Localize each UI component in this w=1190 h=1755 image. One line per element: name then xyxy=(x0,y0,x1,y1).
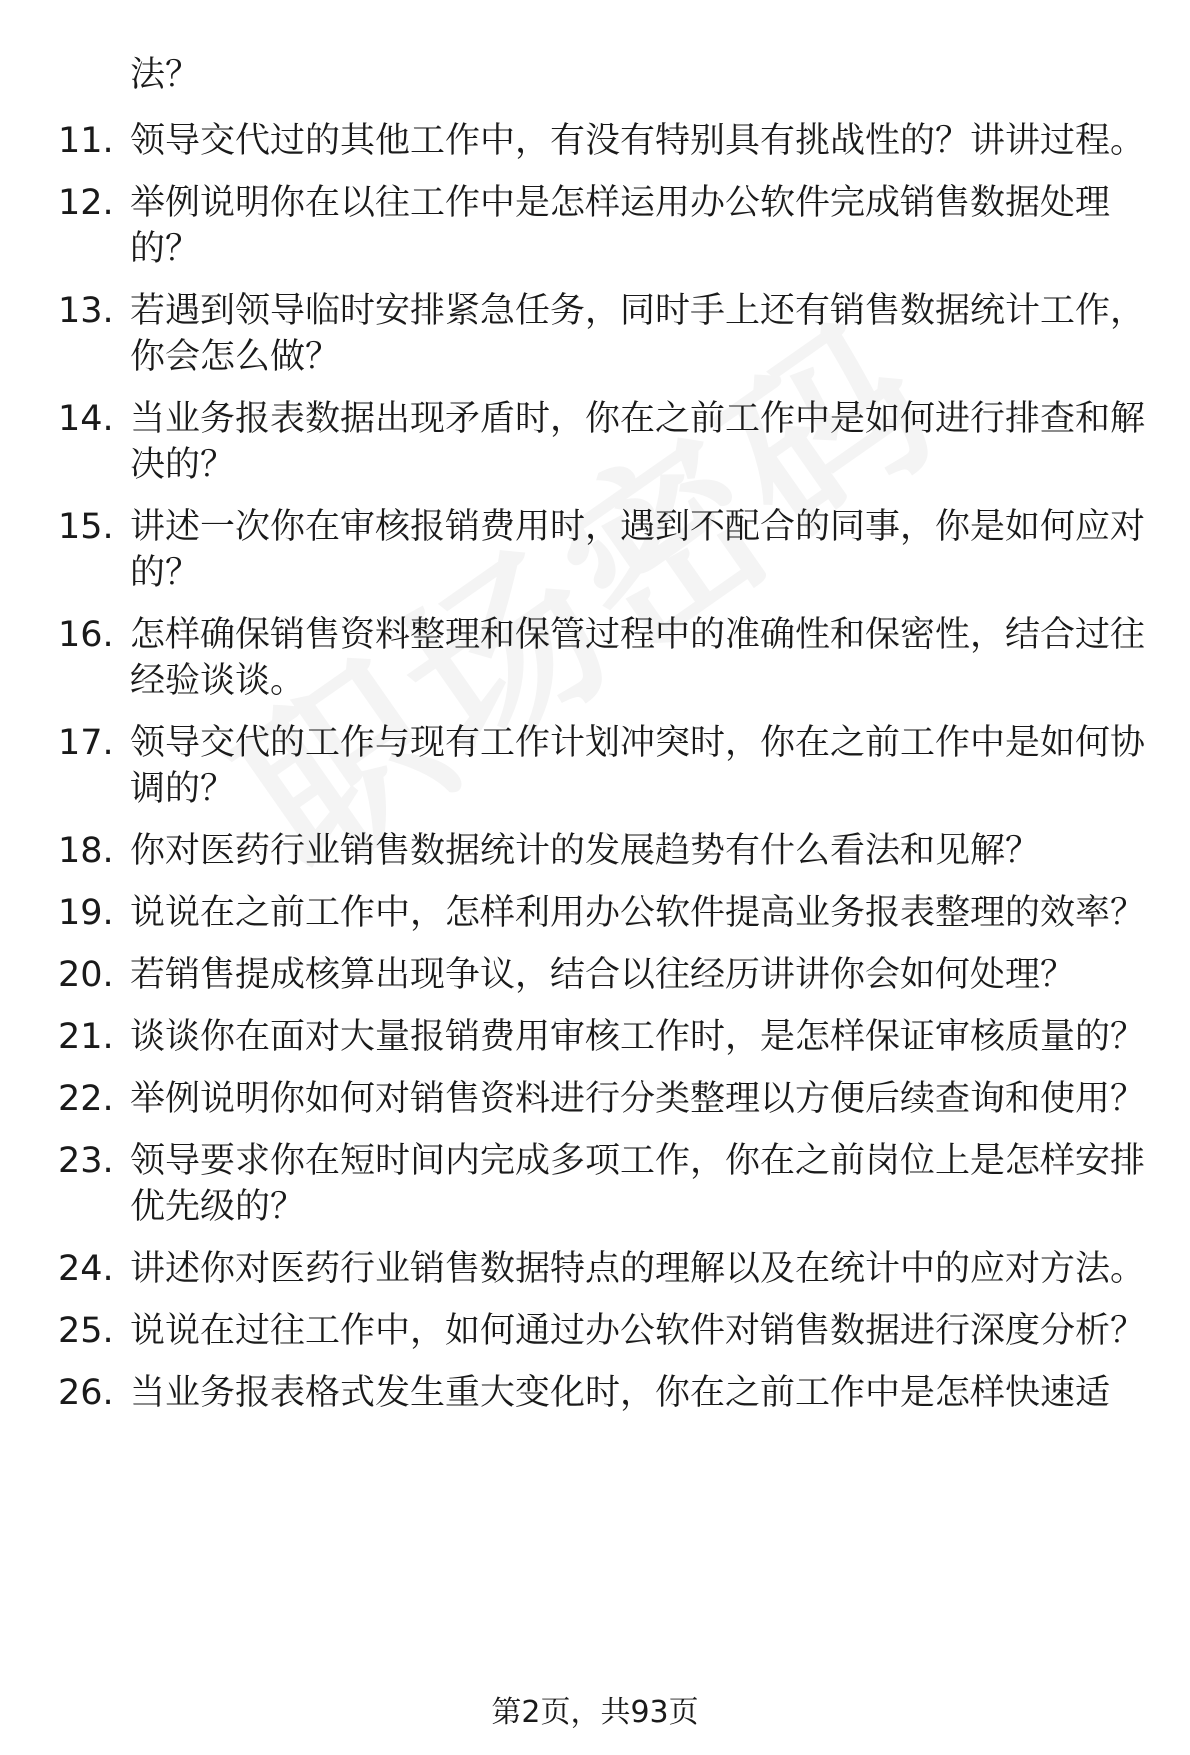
question-number: 19. xyxy=(58,893,114,933)
question-text: 你对医药行业销售数据统计的发展趋势有什么看法和见解？ xyxy=(130,831,1041,871)
question-text: 当业务报表格式发生重大变化时，你在之前工作中是怎样快速适 xyxy=(130,1373,1111,1413)
question-item xyxy=(58,1246,1148,1292)
question-number: 26. xyxy=(58,1373,114,1413)
question-item xyxy=(58,504,1148,596)
question-number: 13. xyxy=(58,291,114,331)
page-footer: 第2页，共93页 xyxy=(491,1695,699,1730)
question-text: 讲述你对医药行业销售数据特点的理解以及在统计中的应对方法。 xyxy=(130,1249,1146,1289)
question-item xyxy=(58,180,1148,272)
question-number: 25. xyxy=(58,1311,114,1351)
question-text: 举例说明你如何对销售资料进行分类整理以方便后续查询和使用？ xyxy=(130,1079,1146,1119)
question-text: 当业务报表数据出现矛盾时，你在之前工作中是如何进行排查和解决的？ xyxy=(130,399,1146,485)
question-text: 说说在过往工作中，如何通过办公软件对销售数据进行深度分析？ xyxy=(130,1311,1146,1351)
question-item xyxy=(58,612,1148,704)
question-item xyxy=(58,890,1148,936)
question-number: 20. xyxy=(58,955,114,995)
question-number: 12. xyxy=(58,183,114,223)
question-number: 16. xyxy=(58,615,114,655)
question-item xyxy=(58,1370,1148,1416)
question-number: 15. xyxy=(58,507,114,547)
question-text: 若销售提成核算出现争议，结合以往经历讲讲你会如何处理？ xyxy=(130,955,1076,995)
question-number: 24. xyxy=(58,1249,114,1289)
question-item xyxy=(58,1308,1148,1354)
question-number: 21. xyxy=(58,1017,114,1057)
question-text: 举例说明你在以往工作中是怎样运用办公软件完成销售数据处理的？ xyxy=(130,183,1111,269)
question-number: 17. xyxy=(58,723,114,763)
question-text: 领导要求你在短时间内完成多项工作，你在之前岗位上是怎样安排优先级的？ xyxy=(130,1141,1146,1227)
question-text: 谈谈你在面对大量报销费用审核工作时，是怎样保证审核质量的？ xyxy=(130,1017,1146,1057)
question-item xyxy=(58,720,1148,812)
question-item xyxy=(58,118,1148,164)
question-item xyxy=(58,828,1148,874)
question-item xyxy=(58,396,1148,488)
question-item xyxy=(58,952,1148,998)
question-item xyxy=(58,1138,1148,1230)
question-list xyxy=(58,118,1148,1432)
question-text: 领导交代过的其他工作中，有没有特别具有挑战性的？讲讲过程。 xyxy=(130,121,1146,161)
question-number: 18. xyxy=(58,831,114,871)
question-text: 领导交代的工作与现有工作计划冲突时，你在之前工作中是如何协调的？ xyxy=(130,723,1146,809)
question-number: 14. xyxy=(58,399,114,439)
question-text: 说说在之前工作中，怎样利用办公软件提高业务报表整理的效率？ xyxy=(130,893,1146,933)
question-text: 怎样确保销售资料整理和保管过程中的准确性和保密性，结合过往经验谈谈。 xyxy=(130,615,1146,701)
question-number: 11. xyxy=(58,121,114,161)
question-item xyxy=(58,288,1148,380)
question-number: 22. xyxy=(58,1079,114,1119)
question-text: 若遇到领导临时安排紧急任务，同时手上还有销售数据统计工作，你会怎么做？ xyxy=(130,291,1146,377)
question-item xyxy=(58,1076,1148,1122)
question-number: 23. xyxy=(58,1141,114,1181)
previous-question-tail: 法？ xyxy=(130,55,201,95)
question-text: 讲述一次你在审核报销费用时，遇到不配合的同事，你是如何应对的？ xyxy=(130,507,1146,593)
question-item xyxy=(58,1014,1148,1060)
